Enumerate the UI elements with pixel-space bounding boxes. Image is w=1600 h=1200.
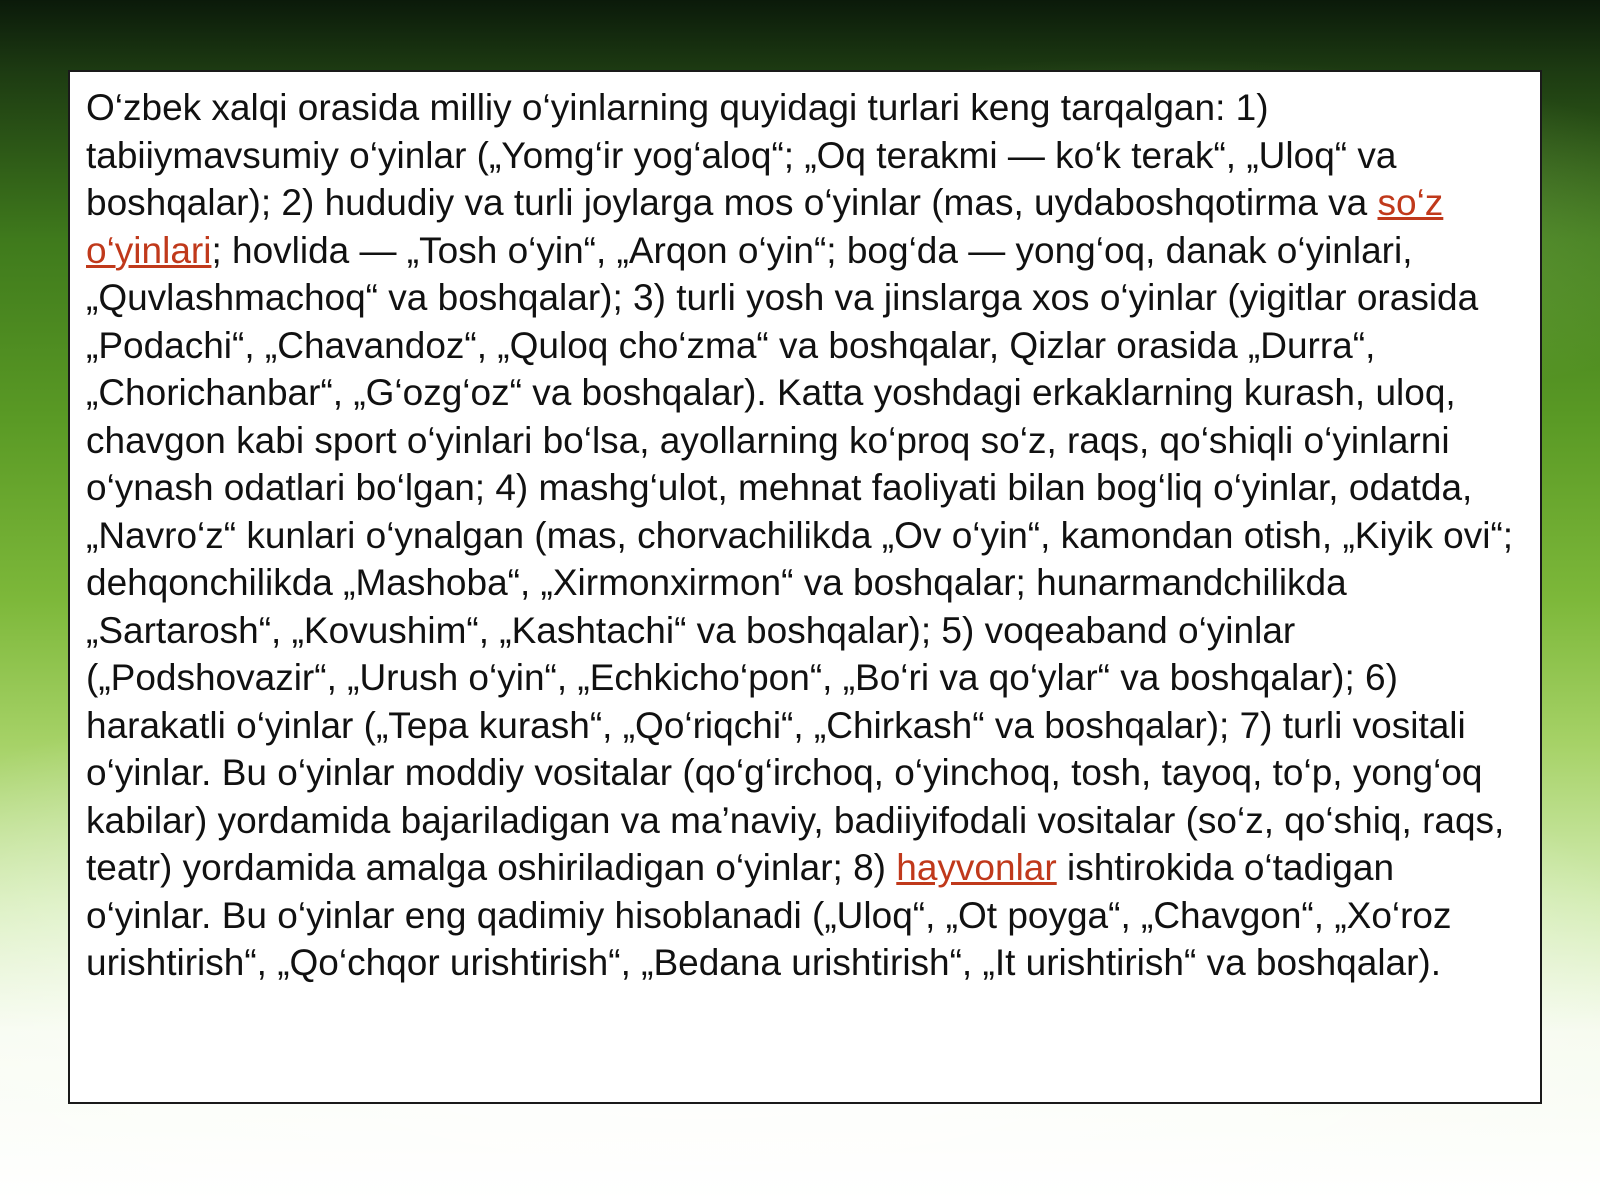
link-soz-oyinlari[interactable]: so‘z o‘yinlari: [86, 182, 1444, 271]
text-segment-2: ; hovlida — „Tosh o‘yin“, „Arqon o‘yin“; bog‘da — yong‘oq, danak o‘yinlari, „Quvlashmachoq“ va boshqalar); 3) turli yosh va jinslarga xos o‘yinlar (yigitlar orasida „Podachi“, „Chavandoz“, „Quloq cho‘zma“ va boshqalar, Qizlar orasida „Durra“, „Chorichanbar“, „G‘ozg‘oz“ va boshqalar). Katta yoshdagi erkaklarning kurash, uloq, chavgon kabi sport o‘yinlari bo‘lsa, ayollarning ko‘proq so‘z, raqs, qo‘shiqli o‘yinlarni o‘ynash odatlari bo‘lgan; 4) mashg‘ulot, mehnat faoliyati bilan bog‘liq o‘yinlar, odatda, „Navro‘z“ kunlari o‘ynalgan (mas, chorvachilikda „Ov o‘yin“, kamondan otish, „Kiyik ovi“; dehqonchilikda „Mashoba“, „Xirmonxirmon“ va boshqalar; hunarmandchilikda „Sartarosh“, „Kovushim“, „Kashtachi“ va boshqalar); 5) voqeaband o‘yinlar („Podshovazir“, „Urush o‘yin“, „Echkicho‘pon“, „Bo‘ri va qo‘ylar“ va boshqalar); 6) harakatli o‘yinlar („Tepa kurash“, „Qo‘riqchi“, „Chirkash“ va boshqalar); 7) turli vositali o‘yinlar. Bu o‘yinlar moddiy vositalar (qo‘g‘irchoq, o‘yinchoq, tosh, tayoq, to‘p, yong‘oq kabilar) yordamida bajariladigan va ma’naviy, badiiyifodali vositalar (so‘z, qo‘shiq, raqs, teatr) yordamida amalga oshiriladigan o‘yinlar; 8): [86, 229, 1514, 888]
text-segment-3: ishtirokida o‘tadigan o‘yinlar. Bu o‘yinlar eng qadimiy hisoblanadi („Uloq“, „Ot poyga“, „Chavgon“, „Xo‘roz urishtirish“, „Qo‘chqor urishtirish“, „Bedana urishtirish“, „It urishtirish“ va boshqalar).: [86, 847, 1452, 983]
link-hayvonlar[interactable]: hayvonlar: [896, 847, 1057, 888]
text-box: [68, 70, 1542, 1104]
text-segment-1: O‘zbek xalqi orasida milliy o‘yinlarning quyidagi turlari keng tarqalgan: 1) tabiiymavsumiy o‘yinlar („Yomg‘ir yog‘aloq“; „Oq terakmi — ko‘k terak“, „Uloq“ va boshqalar); 2) hududiy va turli joylarga mos o‘yinlar (mas, uydaboshqotirma va: [86, 87, 1397, 223]
body-text: [86, 84, 1526, 987]
